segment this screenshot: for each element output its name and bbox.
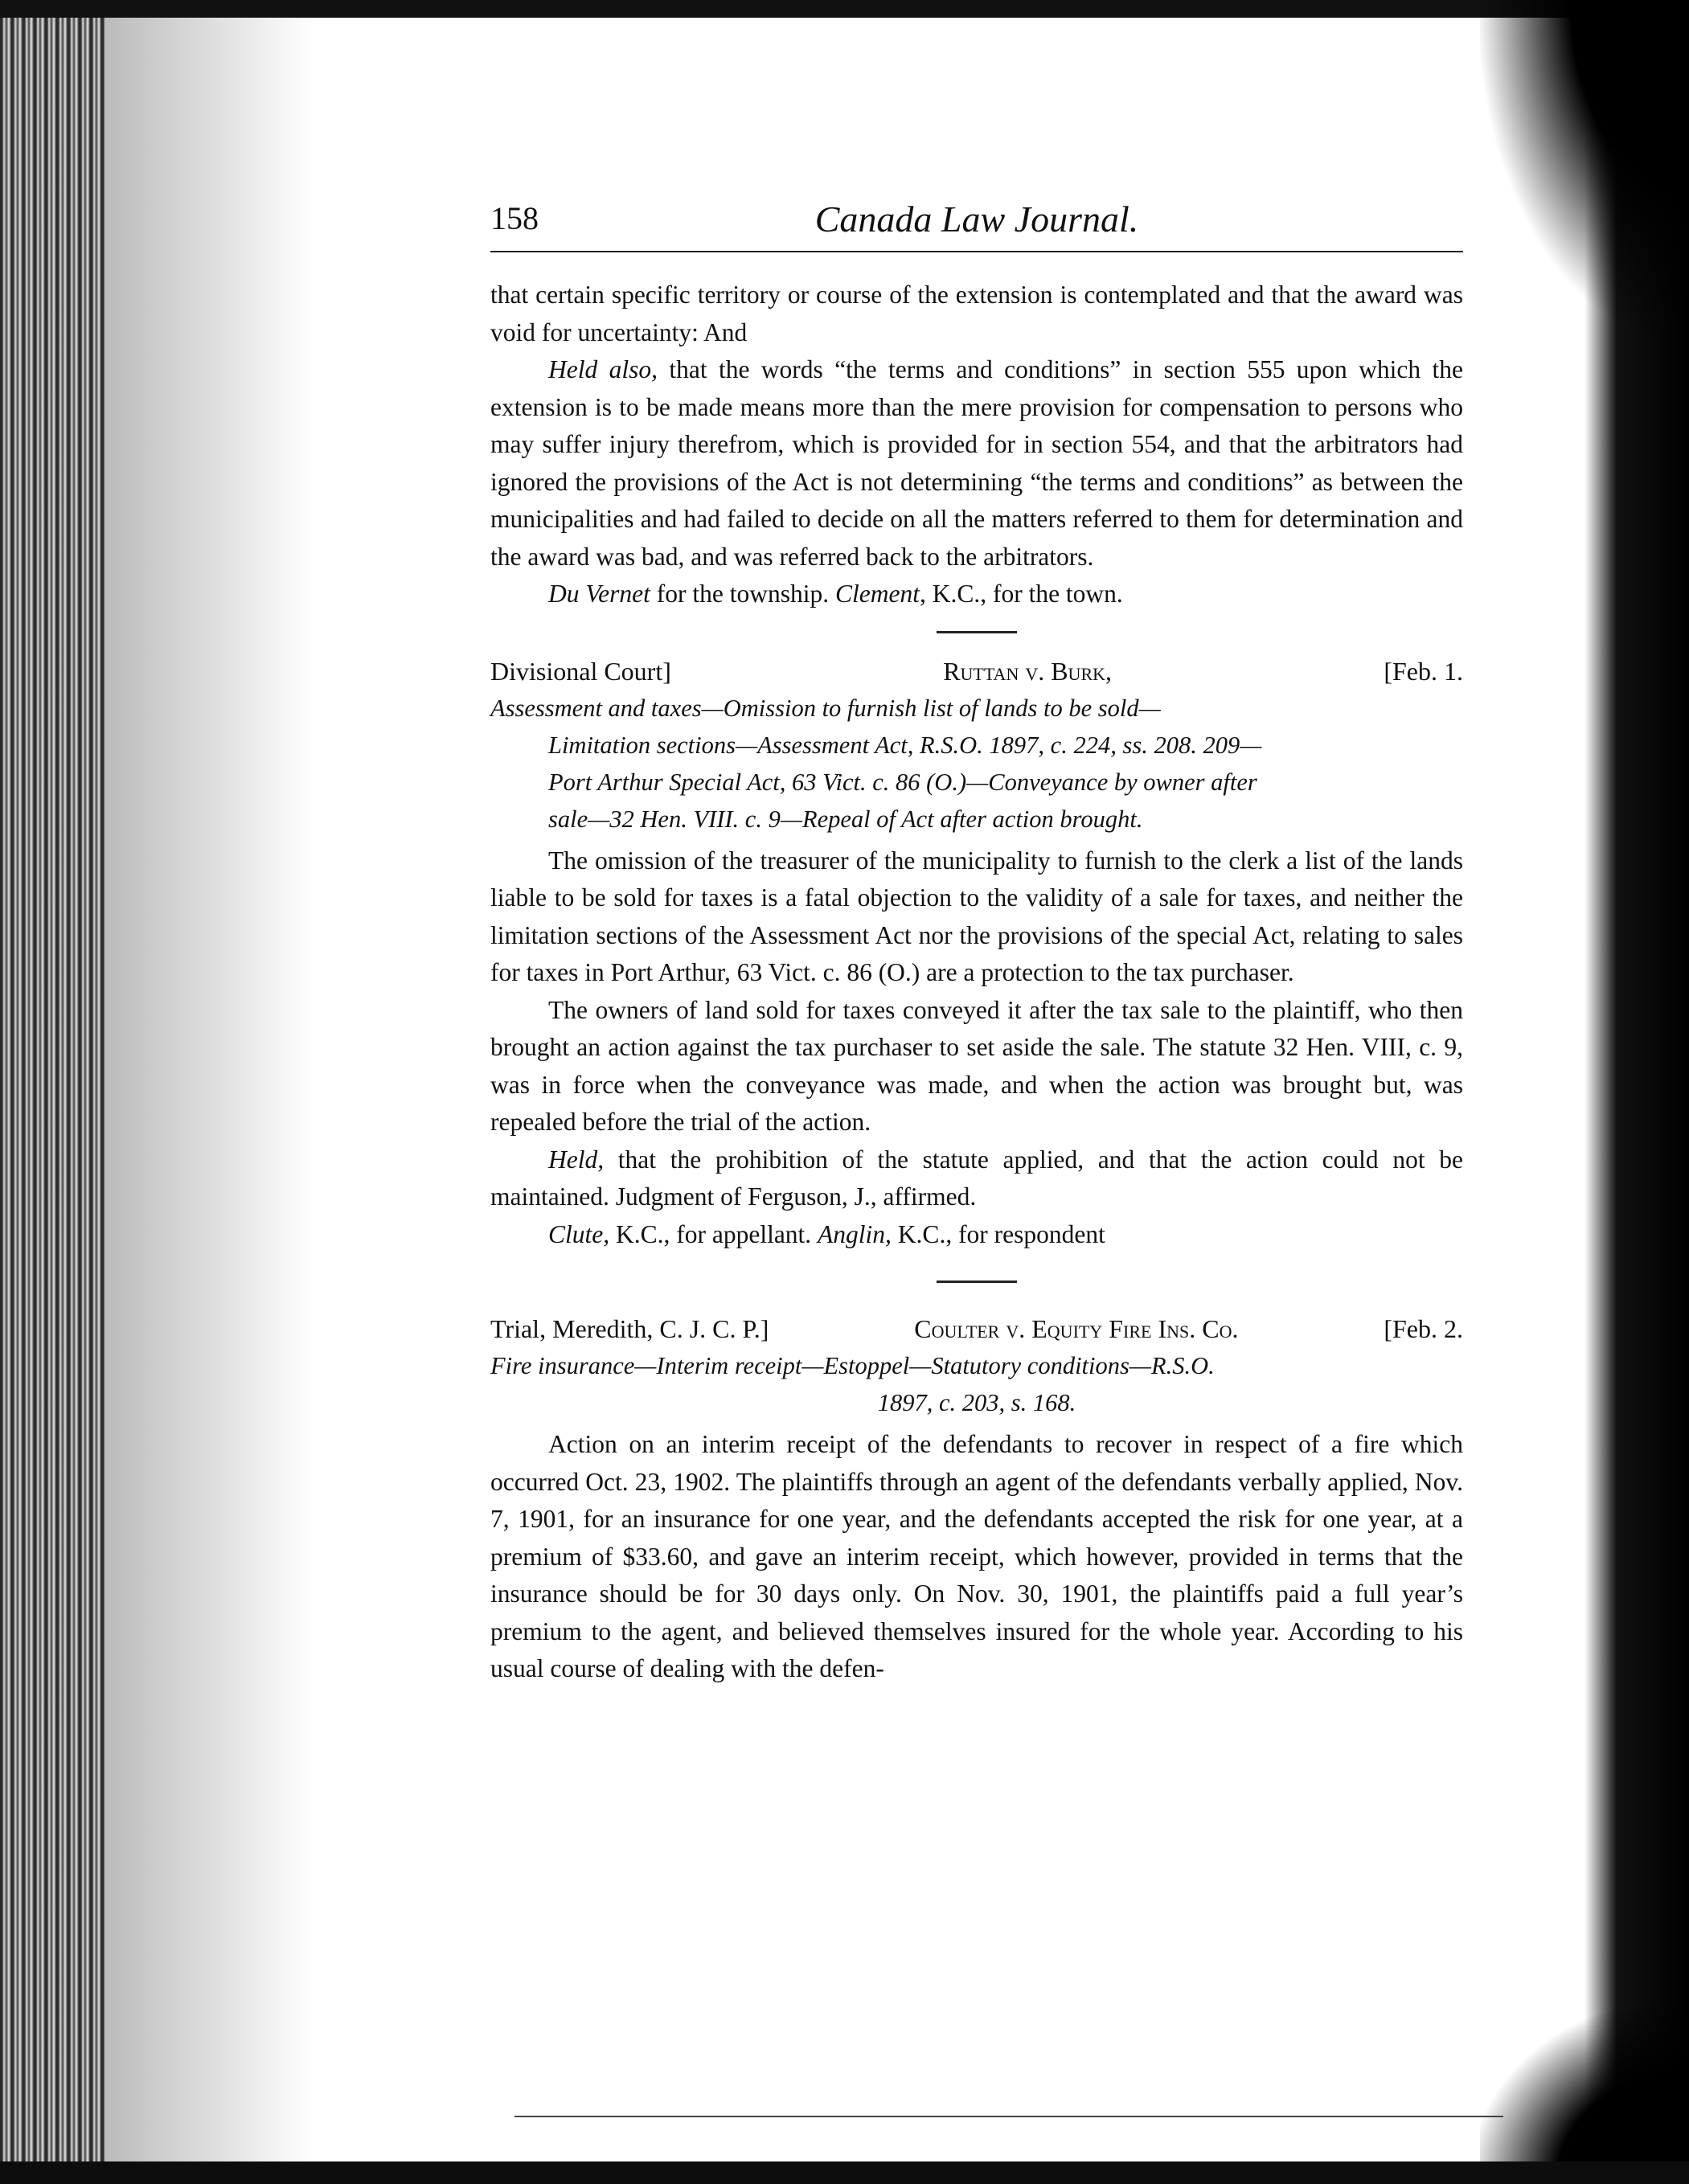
held-also-text: that the words “the terms and conditions” in section 555 upon which the extension is to be made means more than the mere provision for compensation to persons who may suffer injury therefrom, which is provided for in section 554, and that the arbitrators had ignored the provisions of the Act is not determining “the terms and conditions” as between the municipalities and had failed to decide on all the matters referred to them for determination and the award was bad, and was referred back to the arbitrators. (490, 355, 1463, 571)
prev-case-held-paragraph (490, 351, 1463, 576)
case-paragraph: The omission of the treasurer of the municipality to furnish to the clerk a list of the lands liable to be sold for taxes is a fatal objection to the validity of a sale for taxes, and neither the limitation sections of the Assessment Act nor the provisions of the special Act, relating to sales for taxes in Port Arthur, 63 Vict. c. 86 (O.) are a protection to the tax purchaser. (490, 846, 1463, 986)
scan-gutter-left (0, 0, 105, 2184)
scan-edge-bottom (0, 2161, 1689, 2184)
case-paragraph: Action on an interim receipt of the defendants to recover in respect of a fire which occurred Oct. 23, 1902. The plaintiffs through an agent of the defendants verbally applied, Nov. 7, 1901, for an insurance for one year, and the defendants accepted the risk for one year, at a premium of $33.60, and gave an interim receipt, which however, provided in terms that the insurance should be for 30 days only. On Nov. 30, 1901, the plaintiffs paid a full year’s premium to the agent, and believed themselves insured for the whole year. According to his usual course of dealing with the defen- (490, 1430, 1463, 1682)
case-date: [Feb. 1. (1384, 656, 1463, 686)
held-lead: Held, (548, 1145, 605, 1174)
page-bottom-rule (514, 2116, 1503, 2117)
headnote-line-centered: 1897, c. 203, s. 168. (877, 1389, 1076, 1416)
counsel-name: Anglin, (818, 1219, 892, 1248)
counsel-role: K.C., for respondent (891, 1219, 1105, 1248)
case-title: Coulter v. Equity Fire Ins. Co. (914, 1314, 1239, 1343)
section-divider (937, 1280, 1017, 1283)
page-body (490, 277, 1463, 1688)
counsel-role: for the township. (650, 580, 835, 608)
scan-corner-top-right (1480, 0, 1689, 338)
counsel-name: Du Vernet (548, 580, 650, 608)
headnote-line: Assessment and taxes—Omission to furnish list of lands to be sold— (490, 694, 1161, 722)
headnote-line: sale—32 Hen. VIII. c. 9—Repeal of Act after action brought. (548, 805, 1143, 833)
counsel-role: K.C., for appellant. (609, 1219, 818, 1248)
case-header-coulter (490, 1310, 1463, 1347)
court-name: Trial, Meredith, C. J. C. P.] (490, 1314, 769, 1343)
case-headnote-coulter (490, 1347, 1463, 1384)
running-header (490, 193, 1463, 257)
journal-page (490, 193, 1463, 1688)
counsel-name: Clement, (834, 580, 926, 608)
scan-shadow-left (105, 0, 314, 2184)
headnote-line: Limitation sections—Assessment Act, R.S.O. 1897, c. 224, ss. 208. 209— (548, 731, 1262, 759)
headnote-line: Port Arthur Special Act, 63 Vict. c. 86 (O.)—Conveyance by owner after (548, 768, 1257, 796)
section-divider (937, 631, 1017, 633)
case-counsel-ruttan (490, 1216, 1463, 1254)
journal-title: Canada Law Journal. (814, 199, 1139, 240)
case-headnote-ruttan (490, 690, 1463, 838)
case-header-ruttan (490, 653, 1463, 690)
held-also-lead: Held also, (548, 355, 658, 383)
scan-edge-top (0, 0, 1689, 18)
counsel-role: K.C., for the town. (925, 580, 1123, 608)
prev-case-counsel (490, 576, 1463, 613)
case-held-paragraph (490, 1141, 1463, 1216)
scan-corner-bottom-right (1480, 2007, 1689, 2184)
case-title: Ruttan v. Burk, (943, 656, 1113, 686)
court-name: Divisional Court] (490, 656, 671, 686)
case-date: [Feb. 2. (1384, 1314, 1463, 1343)
headnote-line: Fire insurance—Interim receipt—Estoppel—Statutory conditions—R.S.O. (490, 1352, 1215, 1379)
case-paragraph: The owners of land sold for taxes conveyed it after the tax sale to the plaintiff, who then brought an action against the tax purchaser to set aside the sale. The statute 32 Hen. VIII, c. 9, was in force when the conveyance was made, and when the action was brought but, was repealed before the trial of the action. (490, 995, 1463, 1136)
counsel-name: Clute, (548, 1219, 610, 1248)
held-text: that the prohibition of the statute applied, and that the action could not be maintained. Judgment of Ferguson, J., affirmed. (490, 1145, 1463, 1211)
page-number: 158 (490, 200, 539, 236)
prev-case-paragraph: that certain specific territory or course of the extension is contemplated and that the award was void for uncertainty: And (490, 281, 1463, 346)
header-rule (490, 251, 1463, 252)
